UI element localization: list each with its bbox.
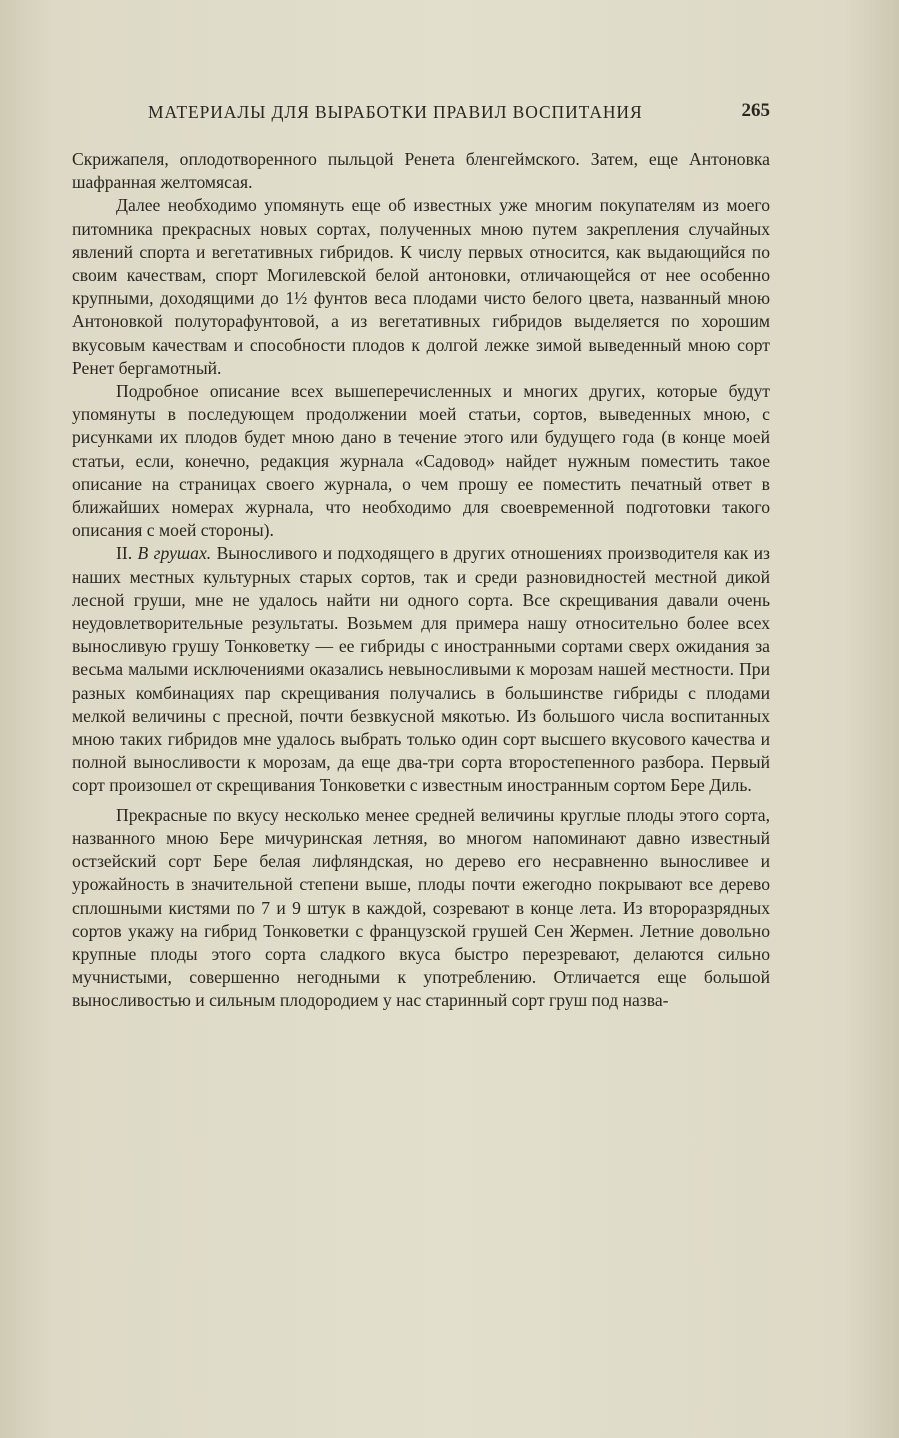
paragraph-pears: [72, 542, 770, 797]
section-title-pears: В грушах.: [137, 543, 212, 564]
paragraph-detailed-description: Подробное описание всех вышеперечисленных и многих других, которые будут упомянуты в последующем продолжении моей статьи, сортов, выведенных мною, с рисунками их плодов будет мною дано в течение этого или будущего года (в конце моей статьи, если, конечно, редакция журнала «Садовод» найдет нужным поместить такое описание на страницах своего журнала, о чем прошу ее поместить печатный ответ в ближайших номерах журнала, что необходимо для своевременной подготовки такого описания с моей стороны).: [72, 381, 770, 541]
page-number: 265: [741, 100, 770, 121]
paragraph-bere-michurinskaya: Прекрасные по вкусу несколько менее средней величины круглые плоды этого сорта, названного мною Бере мичуринская летняя, во многом напоминают давно известный остзейский сорт Бере белая лифляндская, но дерево его несравненно выносливее и урожайность в значительной степени выше, плоды почти ежегодно покрывают все дерево сплошными кистями по 7 и 9 штук в каждой, созревают в конце лета. Из второразрядных сортов укажу на гибрид Тонковетки с французской грушей Сен Жермен. Летние довольно крупные плоды этого сорта сладкого вкуса быстро перезревают, делаются сильно мучнистыми, совершенно негодными к употреблению. Отличается еще большой выносливостью и сильным плодородием у нас старинный сорт груш под назва-: [72, 804, 770, 1011]
paragraph-new-varieties: [72, 194, 770, 380]
running-title: МАТЕРИАЛЫ ДЛЯ ВЫРАБОТКИ ПРАВИЛ ВОСПИТАНИЯ: [148, 102, 643, 122]
paragraph-pears-text: Выносливого и подходящего в других отношениях производителя как из наших местных культурных старых сортов, так и среди разновидностей местной дикой лесной груши, мне не удалось найти ни одного сорта. Все скрещивания давали очень неудовлетворительные результаты. Возьмем для примера нашу относительно более всех выносливую грушу Тонковетку — ее гибриды с иностранными сортами сверх ожидания за весьма малыми исключениями оказались невыносливыми к морозам нашей местности. При разных комбинациях пар скрещивания получались в большинстве гибриды с плодами мелкой величины с пресной, почти безвкусной мякотью. Из большого числа воспитанных мною таких гибридов мне удалось выбрать только один сорт высшего вкусового качества и полной выносливости к морозам, да еще два-три сорта второстепенного разбора. Первый сорт произошел от скрещивания Тонковетки с известным иностранным сортом Бере Диль.: [72, 543, 771, 796]
page-header: [148, 102, 770, 128]
paragraph-new-varieties-part-a: Далее необходимо упомянуть еще об известных уже многим покупателям из моего питомника прекрасных новых сортах, полученных мною путем закрепления случайных явлений спорта и вегетативных гибридов. К числу первых относится, как выдающийся по своим качествам, спорт Могилевской белой антоновки, отличающейся от нее особенно крупными, доходящими до: [72, 195, 770, 309]
paragraph-apple-varieties-end: Скрижапеля, оплодотворенного пыльцой Ренета бленгеймского. Затем, еще Антоновка шафранная желтомясая.: [72, 149, 770, 193]
fraction-one-and-half: 1½: [285, 288, 308, 309]
body-text: [72, 148, 770, 1013]
section-number: II.: [116, 543, 133, 564]
paragraph-new-varieties-part-b: фунтов веса плодами чисто белого цвета, названный мною Антоновкой полуторафунтовой, а из вегетативных гибридов выделяется по хорошим вкусовым качествам и способности плодов к долгой лежке зимой выведенный мною сорт Ренет бергамотный.: [72, 288, 770, 378]
